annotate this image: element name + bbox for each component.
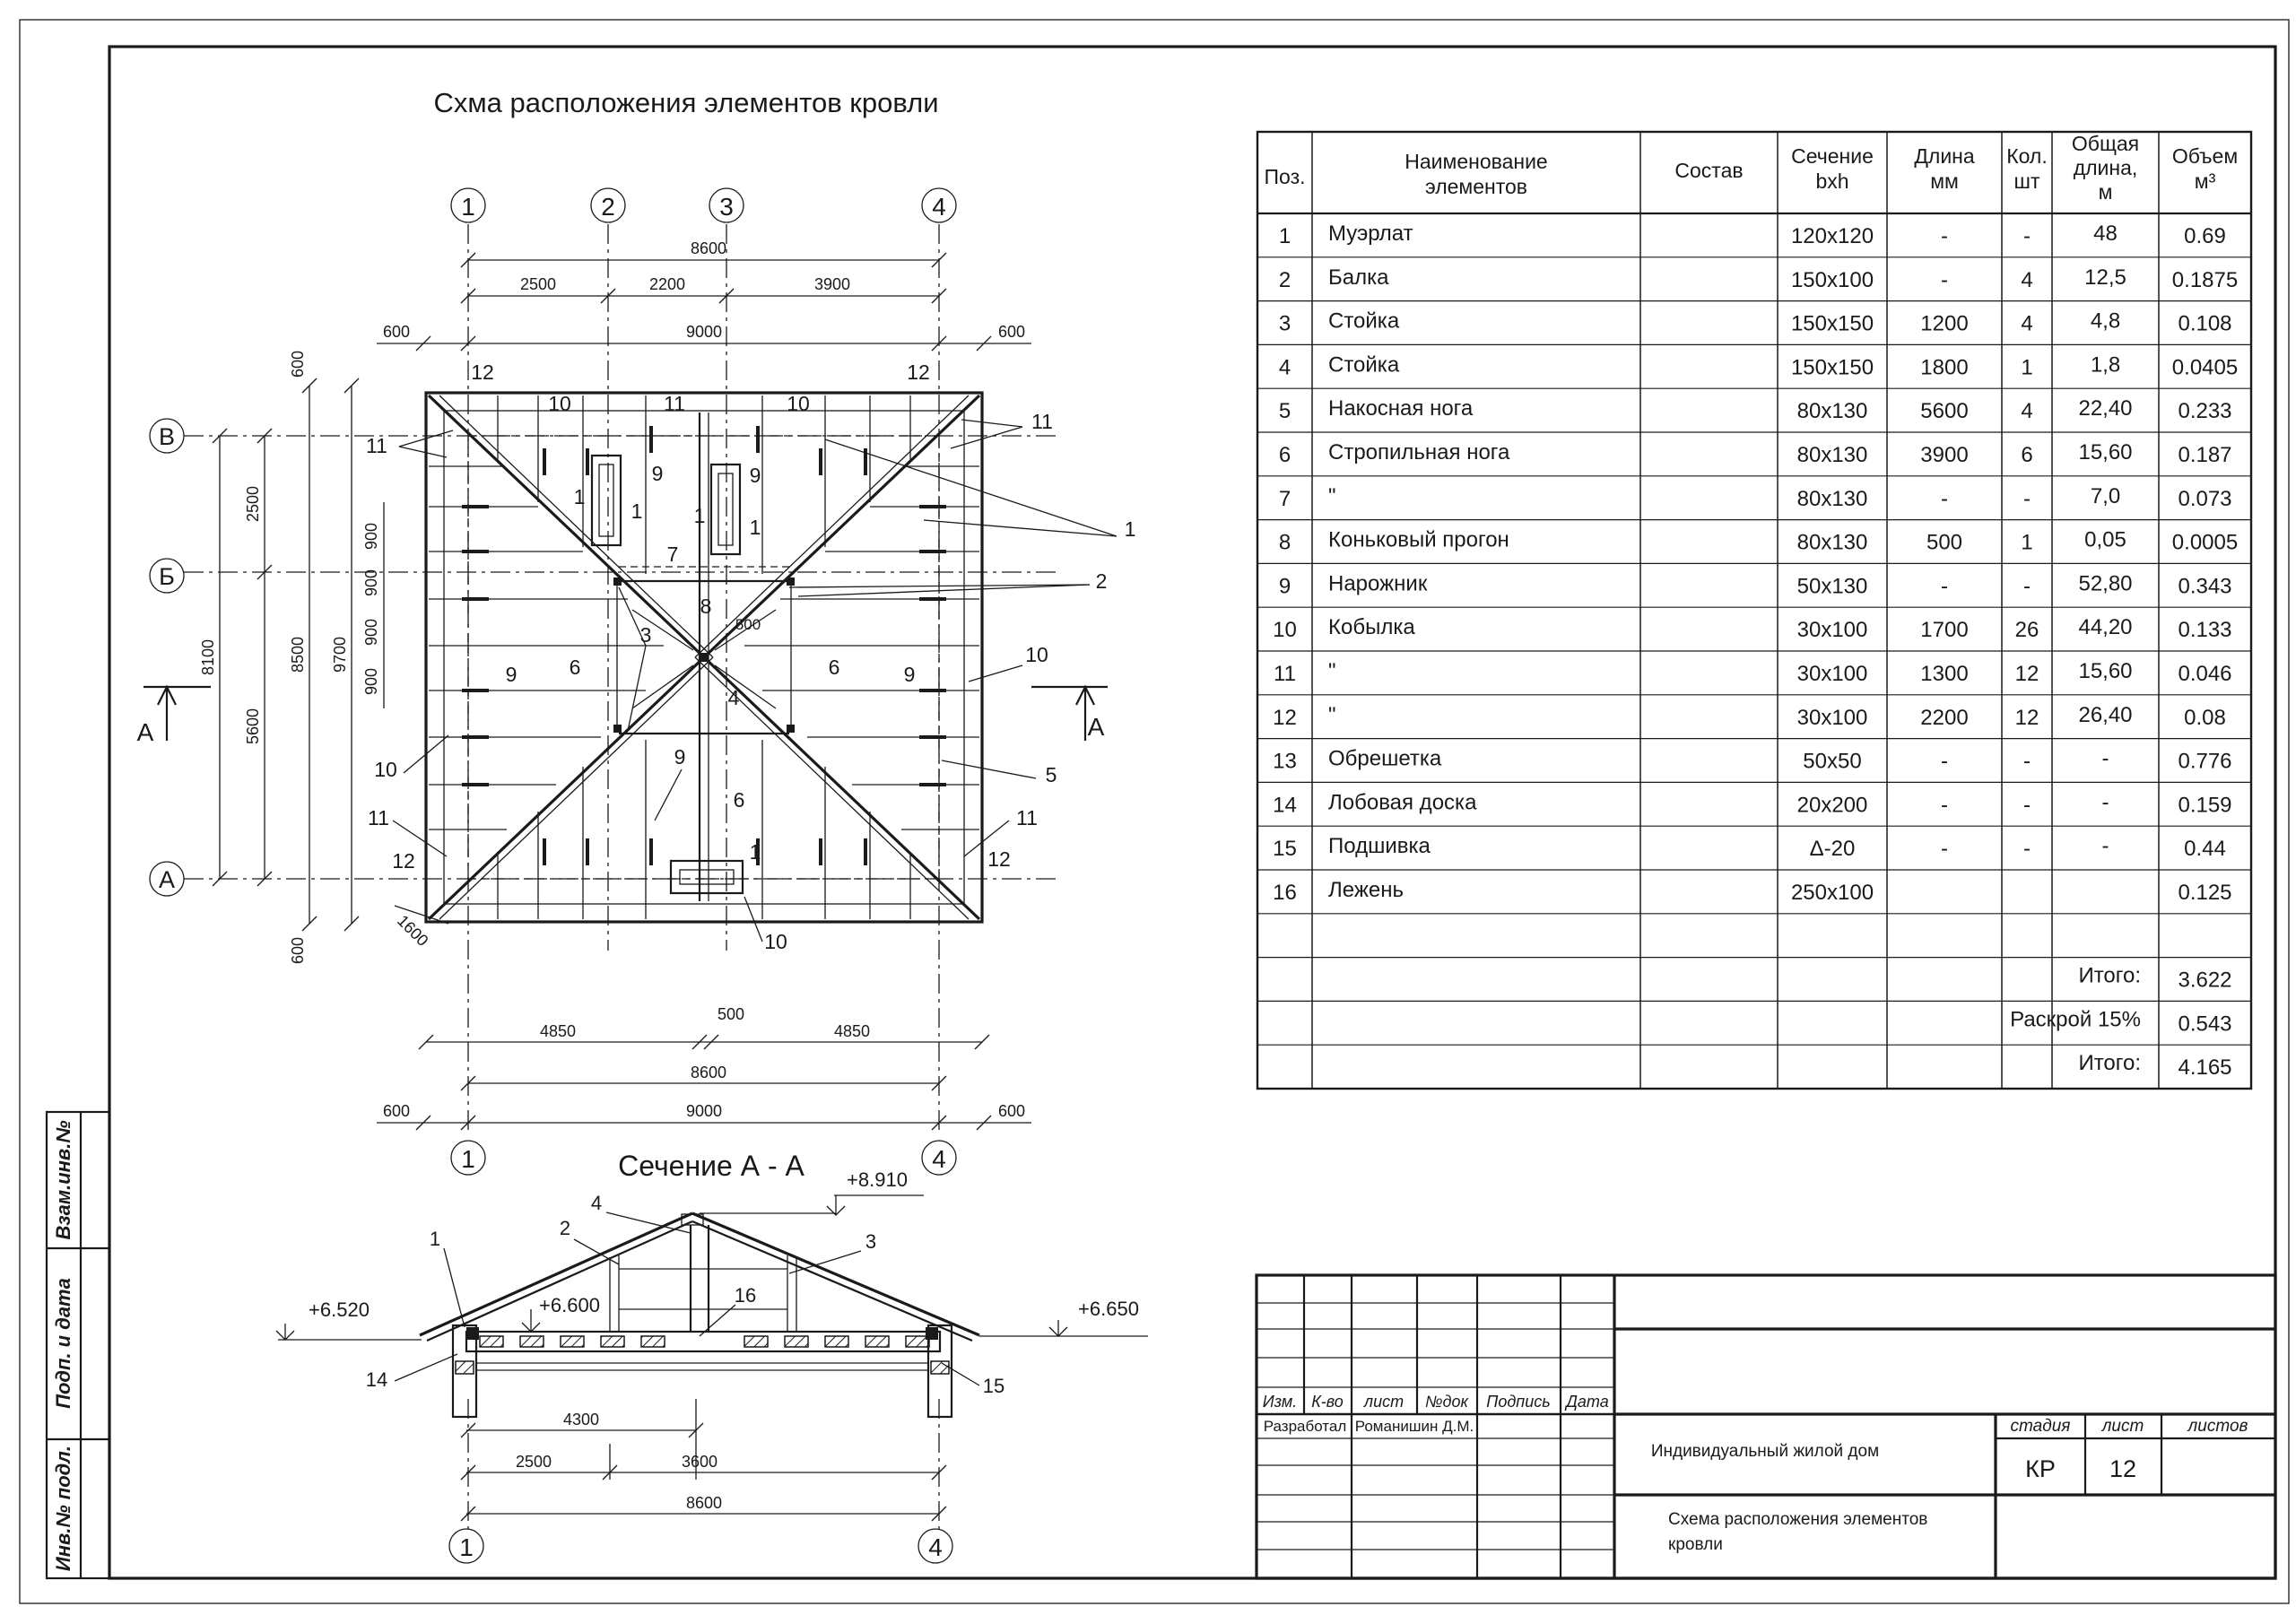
section-axis-4: 4 [928, 1533, 943, 1561]
dim-left-9700: 9700 [331, 636, 349, 673]
callout-11-br: 11 [1016, 806, 1038, 829]
spec-cell-section: 250х100 [1790, 881, 1874, 905]
spec-cell-length: 500 [1926, 530, 1963, 555]
spec-header-total-length: Общая [2071, 132, 2140, 155]
spec-cell-length: - [1941, 267, 1948, 292]
spec-cell-name: Лежень [1328, 878, 1404, 902]
callout-1-right: 1 [1124, 517, 1136, 541]
spec-cell-qty: 1 [2021, 355, 2033, 380]
section-axis-1: 1 [459, 1533, 474, 1561]
spec-cell-section: 30х100 [1796, 618, 1868, 643]
section-callout-4: 4 [590, 1192, 603, 1214]
spec-cell-volume: 0.133 [2178, 618, 2232, 643]
spec-header-name: элементов [1424, 175, 1528, 198]
callout-7: 7 [666, 543, 679, 566]
spec-cell-pos: 8 [1278, 530, 1292, 555]
dim-left-5600: 5600 [244, 708, 262, 745]
spec-cell-pos: 12 [1273, 705, 1297, 730]
spec-cell-name: Кобылка [1328, 615, 1415, 640]
tb-col-ndok: №док [1425, 1393, 1468, 1411]
spec-cell-section: 30х100 [1796, 662, 1868, 686]
spec-header-length: Длина [1914, 144, 1975, 168]
spec-cell-volume: 0.159 [2178, 793, 2232, 818]
spec-cell-total: 26,40 [2078, 702, 2133, 727]
spec-cell-length: 1200 [1920, 311, 1969, 336]
axis-label-x4: 4 [932, 193, 946, 221]
spec-cell-name: Подшивка [1328, 834, 1431, 859]
spec-cell-qty: 12 [2014, 662, 2039, 686]
tb-col-kvo: К-во [1311, 1393, 1344, 1411]
dim-left-8500: 8500 [289, 636, 307, 673]
spec-cell-name: Накосная нога [1328, 396, 1474, 421]
plan-axis-bubbles-top [451, 188, 956, 222]
spec-cell-volume: 0.0005 [2171, 530, 2239, 555]
dim-diag-1600: 1600 [394, 911, 432, 950]
dim-left-600-bottom: 600 [289, 936, 307, 965]
spec-cell-qty: - [2023, 486, 2031, 511]
tb-developer: Романишин Д.М. [1354, 1418, 1474, 1435]
dim-left-900-d: 900 [362, 667, 380, 696]
spec-cell-section: 150х150 [1790, 311, 1874, 336]
spec-total-label: Раскрой 15% [2010, 1007, 2141, 1032]
spec-cell-length: 1800 [1920, 355, 1969, 380]
spec-cell-length: 1700 [1920, 618, 1969, 643]
callout-3: 3 [639, 623, 652, 647]
spec-cell-length: - [1941, 574, 1948, 599]
spec-cell-volume: 0.776 [2178, 749, 2232, 774]
axis-label-x1-bottom: 1 [461, 1145, 475, 1173]
axis-label-x4-bottom: 4 [932, 1145, 946, 1173]
tb-sheet-title-2: кровли [1668, 1535, 1723, 1554]
spec-cell-total: - [2101, 790, 2109, 815]
tb-col-data: Дата [1566, 1393, 1609, 1411]
callout-10-t1: 10 [548, 392, 571, 415]
spec-cell-pos: 11 [1274, 662, 1296, 686]
level-ridge: +8.910 [847, 1168, 908, 1191]
section-callout-3: 3 [865, 1230, 877, 1253]
dim-top-9000: 9000 [685, 323, 723, 341]
spec-cell-pos: 10 [1273, 618, 1297, 643]
spec-cell-length: 5600 [1920, 399, 1969, 424]
dim-bottom-600-left: 600 [382, 1102, 411, 1120]
level-left: +6.520 [309, 1298, 370, 1321]
spec-cell-name: Лобовая доска [1328, 790, 1477, 815]
spec-header-pos: Поз. [1264, 165, 1306, 188]
dim-left-900-a: 900 [362, 522, 380, 551]
spec-cell-section: 30х100 [1796, 705, 1868, 730]
plan-title: Схма расположения элементов кровли [433, 87, 939, 118]
callout-6-bottom: 6 [733, 788, 745, 812]
spec-cell-qty: 4 [2021, 399, 2033, 424]
spec-cell-length: - [1941, 793, 1948, 818]
spec-header-total-length: м [2098, 180, 2113, 204]
callout-2: 2 [1095, 569, 1108, 593]
tb-stage: КР [2025, 1455, 2056, 1482]
spec-cell-total: 12,5 [2084, 265, 2126, 290]
spec-cell-length: - [1941, 749, 1948, 774]
spec-cell-pos: 1 [1278, 224, 1292, 248]
spec-cell-total: 4,8 [2090, 308, 2121, 334]
callout-1-a: 1 [573, 485, 586, 508]
spec-header-name: Наименование [1405, 150, 1548, 173]
spec-cell-pos: 2 [1278, 267, 1292, 292]
spec-cell-total: - [2101, 746, 2109, 771]
spec-table [1257, 132, 2251, 1089]
callout-10-t2: 10 [787, 392, 810, 415]
spec-cell-section: Δ-20 [1809, 837, 1856, 862]
spec-header-length: мм [1930, 169, 1959, 193]
spec-cell-volume: 0.44 [2184, 837, 2226, 862]
spec-cell-qty: 4 [2021, 311, 2033, 336]
dim-top-600-right: 600 [997, 323, 1026, 341]
spec-cell-pos: 4 [1278, 355, 1292, 380]
spec-cell-length: 2200 [1920, 705, 1969, 730]
spec-header-composition: Состав [1674, 159, 1744, 182]
spec-cell-qty: - [2023, 574, 2031, 599]
tb-sheet-label: лист [2101, 1417, 2144, 1436]
spec-cell-pos: 3 [1278, 311, 1292, 336]
tb-project: Индивидуальный жилой дом [1650, 1442, 1880, 1461]
spec-cell-volume: 0.046 [2178, 662, 2232, 686]
spec-cell-section: 80х130 [1796, 399, 1868, 424]
spec-cell-pos: 13 [1273, 749, 1297, 774]
spec-cell-volume: 0.233 [2178, 399, 2232, 424]
callout-6-l: 6 [569, 656, 581, 679]
section-dims [449, 1399, 952, 1563]
dim-top-8600: 8600 [690, 239, 727, 257]
roof-plan [426, 393, 982, 922]
axis-label-yB: Б [159, 563, 175, 590]
spec-header-qty: Кол. [2006, 144, 2048, 168]
spec-cell-volume: 0.69 [2184, 224, 2226, 248]
section-callout-1: 1 [429, 1228, 441, 1250]
callout-12-br: 12 [987, 847, 1011, 871]
spec-cell-section: 50х50 [1803, 749, 1862, 774]
axis-label-yA: А [158, 866, 176, 893]
spec-cell-qty: 1 [2021, 530, 2033, 555]
spec-cell-name: " [1328, 483, 1336, 508]
spec-cell-section: 150х100 [1790, 267, 1874, 292]
callout-11-l: 11 [366, 434, 387, 457]
plan-callouts [366, 360, 1135, 953]
spec-cell-length: - [1941, 224, 1948, 248]
spec-total-value: 4.165 [2178, 1055, 2232, 1081]
spec-cell-pos: 14 [1273, 793, 1297, 818]
dim-500-inner: 500 [735, 616, 761, 633]
spec-cell-volume: 0.343 [2178, 574, 2232, 599]
level-inner: +6.600 [539, 1294, 600, 1316]
section-callout-2: 2 [559, 1217, 571, 1239]
tb-sheets-label: листов [2187, 1417, 2248, 1436]
callout-1-b: 1 [631, 499, 643, 523]
axis-label-x1: 1 [461, 193, 475, 221]
spec-cell-total: - [2101, 834, 2109, 859]
spec-cell-section: 80х130 [1796, 486, 1868, 511]
callout-5: 5 [1045, 763, 1057, 786]
spec-cell-pos: 6 [1278, 443, 1292, 467]
callout-12-tl: 12 [471, 360, 494, 384]
spec-cell-volume: 0.073 [2178, 486, 2232, 511]
spec-cell-section: 80х130 [1796, 443, 1868, 467]
callout-8: 8 [700, 595, 712, 618]
callout-4: 4 [727, 686, 740, 709]
spec-cell-length: 1300 [1920, 662, 1969, 686]
section-dim-8600: 8600 [685, 1494, 723, 1512]
spec-cell-section: 80х130 [1796, 530, 1868, 555]
dim-left-600-top: 600 [289, 350, 307, 378]
spec-cell-pos: 15 [1273, 837, 1297, 862]
plan-dims-bottom [377, 912, 1031, 1175]
spec-cell-qty: - [2023, 749, 2031, 774]
spec-cell-total: 7,0 [2090, 483, 2121, 508]
dim-left-8100: 8100 [199, 638, 217, 676]
spec-cell-section: 150х150 [1790, 355, 1874, 380]
dim-top-600-left: 600 [382, 323, 411, 341]
dim-top-2500: 2500 [519, 275, 557, 293]
spec-header-section: Сечение [1791, 144, 1874, 168]
dim-bottom-500: 500 [717, 1005, 745, 1023]
callout-11-bl: 11 [368, 806, 389, 829]
axis-label-yV: В [158, 423, 176, 450]
spec-cell-qty: 26 [2014, 618, 2039, 643]
dim-top-2200: 2200 [648, 275, 686, 293]
plan-dims-top [377, 239, 1031, 351]
spec-cell-pos: 9 [1278, 574, 1292, 599]
dim-bottom-4850-left: 4850 [539, 1022, 577, 1040]
spec-cell-name: Обрешетка [1328, 746, 1442, 771]
spec-cell-name: Стойка [1328, 308, 1400, 334]
spec-total-label: Итого: [2078, 1051, 2141, 1076]
spec-cell-qty: - [2023, 837, 2031, 862]
spec-cell-total: 1,8 [2090, 352, 2121, 378]
spec-cell-qty: 4 [2021, 267, 2033, 292]
spec-cell-total: 48 [2093, 221, 2118, 246]
dim-left-900-c: 900 [362, 618, 380, 647]
spec-cell-section: 50х130 [1796, 574, 1868, 599]
dim-left-2500: 2500 [244, 485, 262, 523]
spec-cell-name: Нарожник [1328, 571, 1428, 596]
dim-bottom-8600: 8600 [690, 1064, 727, 1081]
callout-1-bottom: 1 [749, 840, 761, 864]
callout-6-r: 6 [828, 656, 840, 679]
spec-cell-name: " [1328, 659, 1336, 683]
callout-12-tr: 12 [907, 360, 930, 384]
spec-cell-total: 44,20 [2078, 615, 2133, 640]
spec-header-volume: Объем [2171, 144, 2239, 168]
cut-marker-right: А [1087, 713, 1105, 741]
tb-col-izm: Изм. [1262, 1393, 1298, 1411]
spec-cell-name: " [1328, 702, 1336, 727]
spec-cell-volume: 0.108 [2178, 311, 2232, 336]
callout-10-r: 10 [1025, 643, 1048, 666]
spec-cell-section: 20х200 [1796, 793, 1868, 818]
spec-cell-pos: 5 [1278, 399, 1292, 424]
spec-cell-qty: - [2023, 793, 2031, 818]
spec-header-qty: шт [2013, 169, 2040, 193]
spec-cell-length: - [1941, 837, 1948, 862]
callout-12-bl: 12 [392, 849, 415, 873]
spec-cell-volume: 0.08 [2184, 705, 2226, 730]
spec-cell-length: - [1941, 486, 1948, 511]
spec-cell-name: Балка [1328, 265, 1389, 290]
tb-sheet-no: 12 [2109, 1455, 2137, 1482]
spec-cell-name: Стропильная нога [1328, 440, 1510, 465]
dim-left-900-b: 900 [362, 569, 380, 597]
spec-header-volume: м³ [2194, 169, 2216, 193]
plan-axis-bubbles-left [150, 419, 184, 896]
level-right: +6.650 [1078, 1298, 1139, 1320]
spec-total-value: 3.622 [2178, 968, 2232, 993]
spec-cell-volume: 0.187 [2178, 443, 2232, 467]
callout-9-a: 9 [651, 462, 664, 485]
stamp-inv: Инв.№ подл. [52, 1445, 74, 1572]
spec-header-section: bxh [1815, 169, 1849, 193]
spec-header-total-length: длина, [2073, 156, 2138, 179]
axis-label-x3: 3 [719, 193, 734, 221]
spec-cell-name: Стойка [1328, 352, 1400, 378]
callout-9-l: 9 [505, 663, 517, 686]
section-title: Сечение А - А [618, 1150, 804, 1182]
callout-11-r: 11 [1031, 410, 1053, 433]
callout-10-bottom: 10 [764, 930, 787, 953]
section-dim-3600: 3600 [681, 1453, 718, 1471]
spec-cell-qty: 6 [2021, 443, 2033, 467]
dim-bottom-600-right: 600 [997, 1102, 1026, 1120]
cut-marker-left: А [136, 718, 154, 746]
tb-developed-label: Разработал [1263, 1418, 1347, 1435]
spec-cell-name: Муэрлат [1328, 221, 1413, 246]
inner-frame [109, 47, 2275, 1578]
spec-cell-section: 120х120 [1790, 224, 1874, 248]
section-callout-14: 14 [365, 1368, 388, 1391]
spec-cell-pos: 7 [1278, 486, 1292, 511]
spec-cell-total: 15,60 [2078, 659, 2133, 683]
section-drawing [276, 1168, 1148, 1417]
spec-cell-name: Коньковый прогон [1328, 527, 1509, 552]
spec-cell-qty: 12 [2014, 705, 2039, 730]
callout-1-d: 1 [749, 516, 761, 539]
stamp-podp: Подп. и дата [52, 1278, 74, 1409]
spec-cell-volume: 0.1875 [2171, 267, 2239, 292]
tb-col-podpis: Подпись [1486, 1393, 1551, 1411]
section-callout-16: 16 [734, 1284, 757, 1307]
spec-cell-total: 52,80 [2078, 571, 2133, 596]
side-stamps [47, 1112, 109, 1578]
callout-11-t: 11 [664, 392, 685, 415]
callout-10-l: 10 [374, 758, 397, 781]
callout-9-b: 9 [749, 464, 761, 487]
spec-cell-pos: 16 [1273, 881, 1297, 905]
tb-col-list: лист [1363, 1393, 1405, 1411]
spec-cell-total: 22,40 [2078, 396, 2133, 421]
callout-9-bottom: 9 [674, 745, 686, 769]
spec-total-label: Итого: [2078, 963, 2141, 988]
dim-bottom-4850-right: 4850 [833, 1022, 871, 1040]
section-dim-2500: 2500 [515, 1453, 552, 1471]
spec-total-value: 0.543 [2178, 1012, 2232, 1037]
tb-stage-label: стадия [2010, 1417, 2071, 1436]
dim-top-3900: 3900 [813, 275, 851, 293]
title-block [1257, 1275, 2275, 1578]
spec-cell-volume: 0.0405 [2171, 355, 2239, 380]
section-dim-4300: 4300 [562, 1411, 600, 1429]
callout-1-c: 1 [693, 504, 706, 527]
plan-dims-left [199, 351, 384, 964]
spec-cell-volume: 0.125 [2178, 881, 2232, 905]
spec-cell-length: 3900 [1920, 443, 1969, 467]
spec-cell-qty: - [2023, 224, 2031, 248]
dim-bottom-9000: 9000 [685, 1102, 723, 1120]
stamp-vzam: Взам.инв.№ [52, 1120, 74, 1240]
callout-9-r: 9 [903, 663, 916, 686]
spec-cell-total: 15,60 [2078, 440, 2133, 465]
section-callout-15: 15 [982, 1375, 1005, 1397]
tb-sheet-title-1: Схема расположения элементов [1668, 1510, 1928, 1529]
axis-label-x2: 2 [601, 193, 615, 221]
spec-cell-total: 0,05 [2084, 527, 2126, 552]
